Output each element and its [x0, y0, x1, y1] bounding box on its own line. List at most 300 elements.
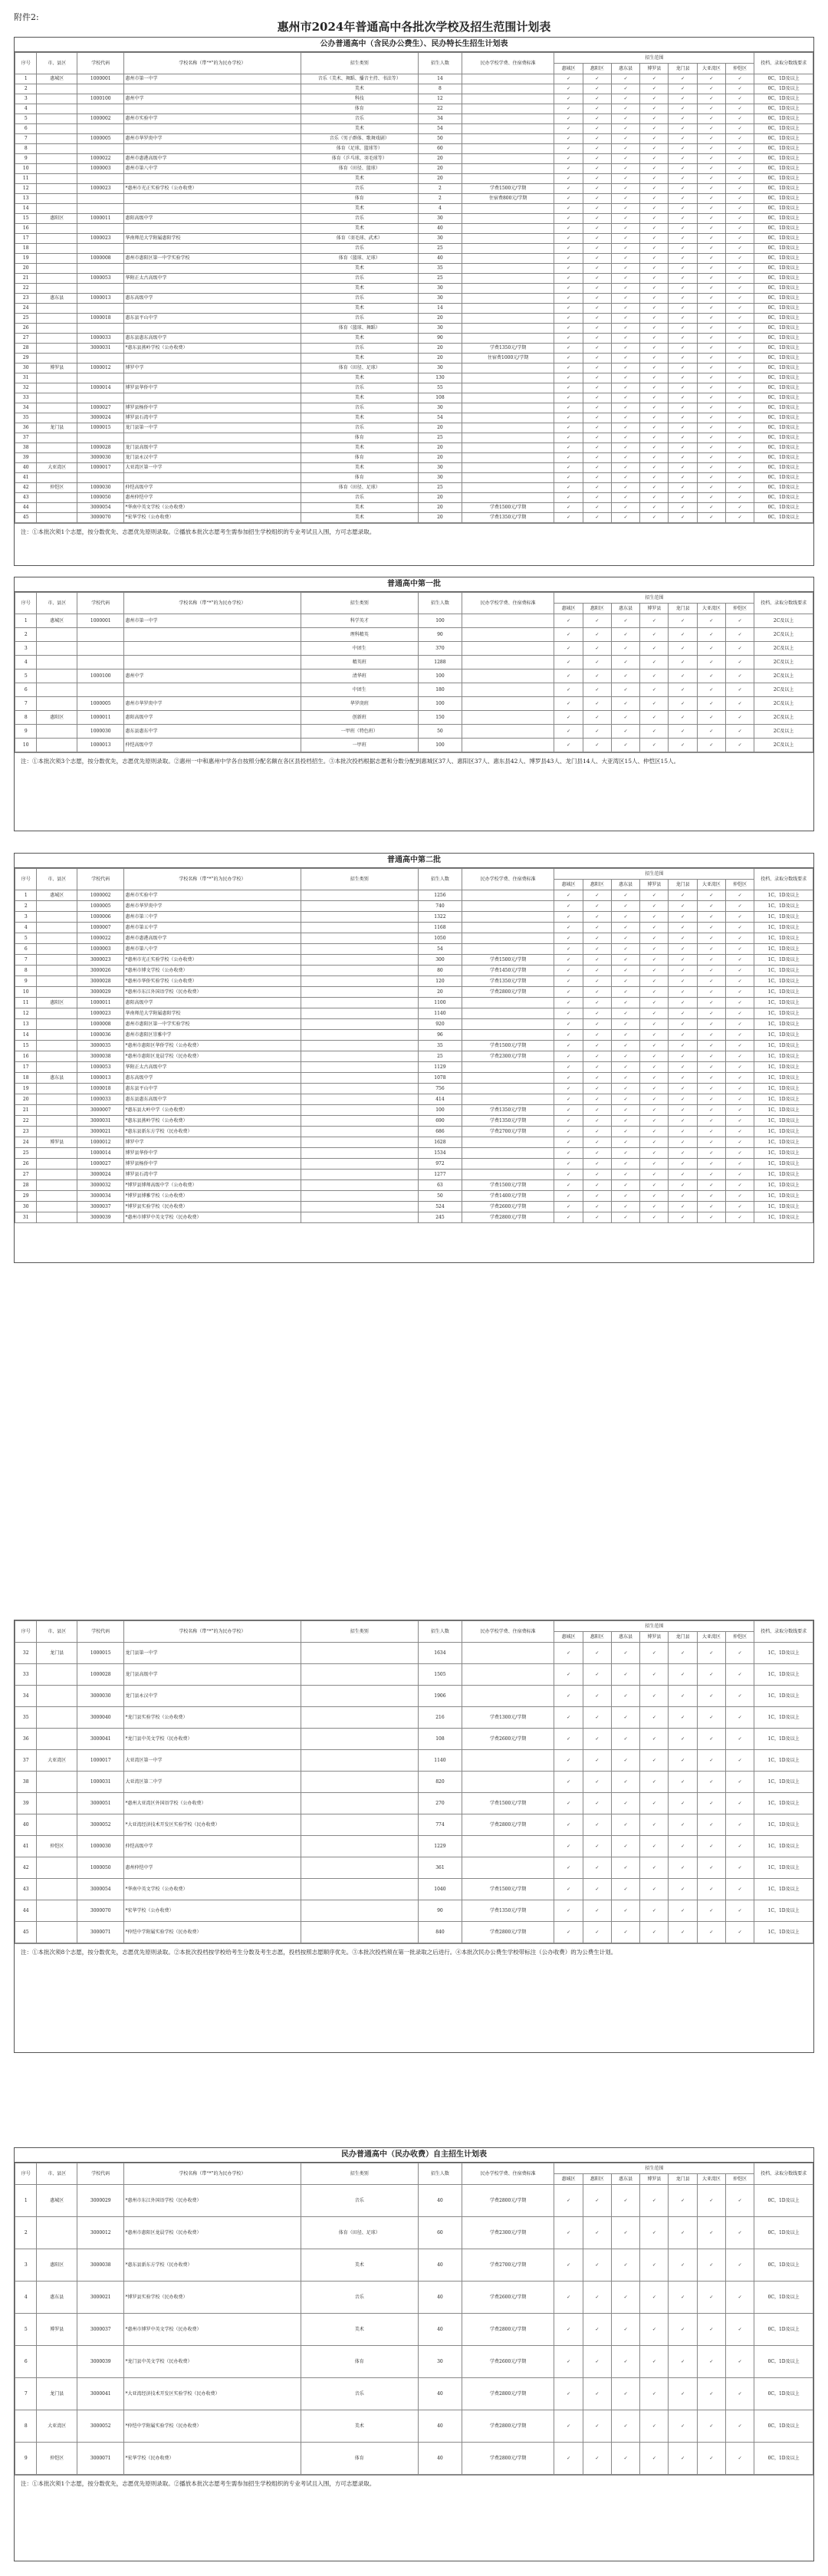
scope-check: ✓: [725, 1772, 754, 1793]
scope-check: ✓: [669, 184, 697, 194]
scope-check: ✓: [554, 393, 583, 403]
scope-check: ✓: [640, 284, 669, 294]
scope-check: ✓: [611, 901, 639, 912]
row-code: 1000002: [77, 114, 124, 124]
row-category: 音乐: [301, 294, 418, 304]
scope-check: ✓: [697, 294, 725, 304]
row-plan: 414: [418, 1094, 462, 1105]
row-district: [37, 383, 77, 393]
row-grade: 0C，1D及以上: [754, 354, 813, 364]
scope-check: ✓: [697, 234, 725, 244]
scope-check: ✓: [697, 324, 725, 334]
scope-check: ✓: [697, 383, 725, 393]
row-school: [124, 473, 301, 483]
row-seq: 28: [15, 1180, 37, 1191]
row-district: [37, 1180, 77, 1191]
scope-check: ✓: [640, 1686, 669, 1707]
scope-check: ✓: [640, 890, 669, 901]
row-fee: [462, 383, 554, 393]
scope-check: ✓: [611, 364, 639, 373]
row-school: 惠州市第八中学: [124, 164, 301, 174]
row-seq: 32: [15, 383, 37, 393]
row-grade: 1C，1D及以上: [754, 890, 813, 901]
scope-check: ✓: [554, 154, 583, 164]
scope-check: ✓: [697, 2443, 725, 2475]
scope-check: ✓: [640, 344, 669, 354]
scope-check: ✓: [640, 1879, 669, 1900]
scope-check: ✓: [669, 254, 697, 264]
row-fee: [462, 1643, 554, 1664]
row-district: 惠东县: [37, 2282, 77, 2314]
scope-check: ✓: [697, 1073, 725, 1084]
table-row: [15, 1148, 813, 1159]
scope-check: ✓: [669, 334, 697, 344]
col-header-grade: 投档、录取分数线要求: [754, 2163, 813, 2185]
scope-check: ✓: [611, 1127, 639, 1137]
row-fee: [462, 463, 554, 473]
scope-check: ✓: [697, 697, 725, 711]
row-plan: 1277: [418, 1170, 462, 1180]
col-header-fee: 民办学校学费、住宿费标准: [462, 2163, 554, 2185]
scope-check: ✓: [611, 423, 639, 433]
row-grade: 1C，1D及以上: [754, 933, 813, 944]
row-plan: 1628: [418, 1137, 462, 1148]
row-code: 1000023: [77, 184, 124, 194]
row-code: 1000001: [77, 74, 124, 84]
row-code: 1000011: [77, 711, 124, 725]
scope-check: ✓: [554, 383, 583, 393]
scope-check: ✓: [725, 944, 754, 955]
row-district: [37, 1814, 77, 1836]
scope-check: ✓: [640, 1793, 669, 1814]
row-category: 美术: [301, 224, 418, 234]
scope-check: ✓: [669, 1127, 697, 1137]
scope-check: ✓: [640, 669, 669, 683]
row-district: [37, 1127, 77, 1137]
row-district: [37, 656, 77, 669]
col-header-region: 惠阳区: [583, 64, 611, 74]
row-plan: 54: [418, 413, 462, 423]
scope-check: ✓: [669, 2249, 697, 2282]
scope-check: ✓: [554, 1084, 583, 1094]
scope-check: ✓: [583, 324, 611, 334]
scope-check: ✓: [583, 234, 611, 244]
scope-check: ✓: [725, 473, 754, 483]
scope-check: ✓: [669, 224, 697, 234]
scope-check: ✓: [583, 364, 611, 373]
scope-check: ✓: [583, 284, 611, 294]
row-code: 1000015: [77, 423, 124, 433]
row-plan: 96: [418, 1030, 462, 1041]
row-school: [124, 284, 301, 294]
row-plan: 30: [418, 284, 462, 294]
row-category: 精英班: [301, 656, 418, 669]
row-code: [77, 656, 124, 669]
scope-check: ✓: [611, 94, 639, 104]
row-grade: 1C，1D及以上: [754, 1030, 813, 1041]
scope-check: ✓: [697, 284, 725, 294]
row-category: 清华班: [301, 669, 418, 683]
row-district: 龙门县: [37, 423, 77, 433]
scope-check: ✓: [669, 933, 697, 944]
row-category: [301, 1772, 418, 1793]
scope-check: ✓: [583, 1922, 611, 1943]
row-seq: 29: [15, 1191, 37, 1202]
scope-check: ✓: [697, 513, 725, 523]
row-category: 体育: [301, 2346, 418, 2378]
scope-check: ✓: [725, 1148, 754, 1159]
scope-check: ✓: [611, 2410, 639, 2443]
table-row: [15, 739, 813, 752]
scope-check: ✓: [697, 334, 725, 344]
row-plan: 690: [418, 1116, 462, 1127]
col-header-region: 惠东县: [611, 64, 639, 74]
scope-check: ✓: [640, 725, 669, 739]
row-code: [77, 628, 124, 642]
scope-check: ✓: [554, 966, 583, 976]
scope-check: ✓: [583, 1814, 611, 1836]
row-grade: 0C，1D及以上: [754, 503, 813, 513]
row-code: 1000008: [77, 254, 124, 264]
scope-check: ✓: [583, 164, 611, 174]
row-plan: 20: [418, 164, 462, 174]
scope-check: ✓: [697, 1008, 725, 1019]
scope-check: ✓: [725, 1159, 754, 1170]
row-category: [301, 1073, 418, 1084]
scope-check: ✓: [611, 1019, 639, 1030]
scope-check: ✓: [669, 966, 697, 976]
row-grade: 1C，1D及以上: [754, 1073, 813, 1084]
row-grade: 1C，1D及以上: [754, 1084, 813, 1094]
scope-check: ✓: [725, 334, 754, 344]
scope-check: ✓: [583, 274, 611, 284]
scope-check: ✓: [725, 284, 754, 294]
row-seq: 44: [15, 1900, 37, 1922]
row-plan: 30: [418, 234, 462, 244]
scope-check: ✓: [640, 683, 669, 697]
row-seq: 41: [15, 1836, 37, 1857]
row-grade: 1C，1D及以上: [754, 987, 813, 998]
scope-check: ✓: [669, 403, 697, 413]
row-code: [77, 393, 124, 403]
row-plan: 300: [418, 955, 462, 966]
row-fee: [462, 314, 554, 324]
table-row: [15, 1137, 813, 1148]
row-school: [124, 204, 301, 214]
scope-check: ✓: [554, 94, 583, 104]
row-category: 创新班: [301, 711, 418, 725]
scope-check: ✓: [669, 154, 697, 164]
scope-check: ✓: [640, 354, 669, 364]
row-fee: [462, 923, 554, 933]
row-school: 惠州市华罗庚中学: [124, 134, 301, 144]
scope-check: ✓: [611, 2249, 639, 2282]
scope-check: ✓: [697, 976, 725, 987]
scope-check: ✓: [640, 1170, 669, 1180]
row-grade: 2C及以上: [754, 697, 813, 711]
row-school: *宏华学校（公办收费）: [124, 513, 301, 523]
row-seq: 6: [15, 683, 37, 697]
scope-check: ✓: [669, 2217, 697, 2249]
row-fee: 学费1500元/学期: [462, 1180, 554, 1191]
col-header-district: 市、县区: [37, 53, 77, 74]
row-fee: [462, 154, 554, 164]
row-school: *博罗县博师高级中学（公办收费）: [124, 1180, 301, 1191]
row-grade: 1C，1D及以上: [754, 1729, 813, 1750]
row-school: 惠东高级中学: [124, 294, 301, 304]
row-category: 音乐（男子群体、歌舞戏剧）: [301, 134, 418, 144]
table-row: [15, 1664, 813, 1686]
scope-check: ✓: [583, 1212, 611, 1223]
scope-check: ✓: [697, 1148, 725, 1159]
row-school: *龙门县中英文学校（民办收费）: [124, 1729, 301, 1750]
table-row: [15, 134, 813, 144]
row-plan: 1322: [418, 912, 462, 923]
scope-check: ✓: [611, 1073, 639, 1084]
scope-check: ✓: [554, 628, 583, 642]
scope-check: ✓: [725, 697, 754, 711]
col-header-region: 惠阳区: [583, 880, 611, 890]
row-district: [37, 1019, 77, 1030]
scope-check: ✓: [583, 1137, 611, 1148]
row-plan: 2: [418, 194, 462, 204]
scope-check: ✓: [725, 1051, 754, 1062]
row-category: 音乐: [301, 114, 418, 124]
scope-check: ✓: [725, 1105, 754, 1116]
row-school: 博罗县华侨中学: [124, 383, 301, 393]
col-header-scope: 招生范围: [554, 2163, 754, 2174]
scope-check: ✓: [554, 1772, 583, 1793]
scope-check: ✓: [611, 503, 639, 513]
row-seq: 1: [15, 2185, 37, 2217]
scope-check: ✓: [697, 373, 725, 383]
row-fee: [462, 1170, 554, 1180]
row-code: [77, 174, 124, 184]
scope-check: ✓: [725, 2346, 754, 2378]
row-plan: 90: [418, 334, 462, 344]
scope-check: ✓: [697, 1857, 725, 1879]
row-plan: 20: [418, 344, 462, 354]
row-fee: [462, 144, 554, 154]
row-seq: 5: [15, 669, 37, 683]
scope-check: ✓: [554, 2185, 583, 2217]
table-row: [15, 1772, 813, 1793]
scope-check: ✓: [611, 334, 639, 344]
scope-check: ✓: [583, 1664, 611, 1686]
table-row: [15, 1793, 813, 1814]
scope-check: ✓: [554, 334, 583, 344]
scope-check: ✓: [611, 354, 639, 364]
scope-check: ✓: [669, 284, 697, 294]
scope-check: ✓: [697, 503, 725, 513]
row-fee: [462, 423, 554, 433]
scope-check: ✓: [725, 1857, 754, 1879]
row-category: [301, 933, 418, 944]
row-grade: 0C，1D及以上: [754, 2346, 813, 2378]
col-header-region: 大亚湾区: [697, 604, 725, 614]
col-header-grade: 投档、录取分数线要求: [754, 869, 813, 890]
row-category: 美术: [301, 354, 418, 364]
section-title: 普通高中第一批: [15, 577, 813, 592]
row-district: [37, 1062, 77, 1073]
row-category: [301, 1814, 418, 1836]
row-fee: [462, 697, 554, 711]
table-row: [15, 164, 813, 174]
row-grade: 1C，1D及以上: [754, 1159, 813, 1170]
scope-check: ✓: [725, 443, 754, 453]
row-category: 理科精英: [301, 628, 418, 642]
row-seq: 14: [15, 1030, 37, 1041]
scope-check: ✓: [640, 1212, 669, 1223]
table-row: [15, 493, 813, 503]
row-school: *惠州市华侨实验学校（公办收费）: [124, 976, 301, 987]
row-plan: 972: [418, 1159, 462, 1170]
scope-check: ✓: [554, 642, 583, 656]
table-row: [15, 890, 813, 901]
scope-check: ✓: [697, 354, 725, 364]
row-seq: 8: [15, 2410, 37, 2443]
scope-check: ✓: [554, 2378, 583, 2410]
row-school: *华南中英文学校（公办收费）: [124, 1879, 301, 1900]
row-seq: 24: [15, 1137, 37, 1148]
row-fee: 学费2600元/学期: [462, 2346, 554, 2378]
row-grade: 0C，1D及以上: [754, 104, 813, 114]
scope-check: ✓: [640, 998, 669, 1008]
row-seq: 21: [15, 1105, 37, 1116]
table-row: [15, 642, 813, 656]
col-header-seq: 序号: [15, 53, 37, 74]
row-plan: 12: [418, 94, 462, 104]
scope-check: ✓: [611, 473, 639, 483]
col-header-school: 学校名称（带“*”的为民办学校）: [124, 869, 301, 890]
scope-check: ✓: [640, 1019, 669, 1030]
scope-check: ✓: [725, 890, 754, 901]
row-seq: 9: [15, 2443, 37, 2475]
table-row: [15, 966, 813, 976]
scope-check: ✓: [669, 669, 697, 683]
row-plan: 50: [418, 725, 462, 739]
row-plan: 20: [418, 154, 462, 164]
row-grade: 0C，1D及以上: [754, 164, 813, 174]
row-code: 3000037: [77, 1202, 124, 1212]
row-plan: 4: [418, 204, 462, 214]
row-plan: 14: [418, 74, 462, 84]
scope-check: ✓: [725, 254, 754, 264]
row-seq: 30: [15, 1202, 37, 1212]
table-row: [15, 955, 813, 966]
row-fee: 住宿费800元/学期: [462, 194, 554, 204]
row-category: [301, 1707, 418, 1729]
scope-check: ✓: [583, 2217, 611, 2249]
row-district: 大亚湾区: [37, 2410, 77, 2443]
row-code: 3000034: [77, 1191, 124, 1202]
row-code: 1000014: [77, 1148, 124, 1159]
col-header-fee: 民办学校学费、住宿费标准: [462, 53, 554, 74]
col-header-region: 龙门县: [669, 2174, 697, 2185]
row-district: [37, 403, 77, 413]
row-seq: 6: [15, 944, 37, 955]
scope-check: ✓: [554, 1212, 583, 1223]
scope-check: ✓: [697, 114, 725, 124]
row-seq: 7: [15, 697, 37, 711]
scope-check: ✓: [611, 324, 639, 334]
scope-check: ✓: [554, 344, 583, 354]
row-grade: 0C，1D及以上: [754, 74, 813, 84]
scope-check: ✓: [583, 124, 611, 134]
row-grade: 1C，1D及以上: [754, 1857, 813, 1879]
row-grade: 0C，1D及以上: [754, 274, 813, 284]
row-district: [37, 503, 77, 513]
row-district: [37, 274, 77, 284]
scope-check: ✓: [725, 373, 754, 383]
row-code: 3000052: [77, 1814, 124, 1836]
row-category: 美术: [301, 373, 418, 383]
row-plan: 270: [418, 1793, 462, 1814]
row-school: 大亚湾区第一中学: [124, 1750, 301, 1772]
scope-check: ✓: [611, 1062, 639, 1073]
scope-check: ✓: [640, 1105, 669, 1116]
scope-check: ✓: [583, 314, 611, 324]
scope-check: ✓: [640, 944, 669, 955]
scope-check: ✓: [697, 2185, 725, 2217]
col-header-region: 仲恺区: [725, 64, 754, 74]
row-district: 惠城区: [37, 614, 77, 628]
row-district: [37, 697, 77, 711]
scope-check: ✓: [583, 1180, 611, 1191]
row-seq: 32: [15, 1643, 37, 1664]
scope-check: ✓: [554, 1051, 583, 1062]
row-code: 3000021: [77, 2282, 124, 2314]
row-school: 惠州市华罗庚中学: [124, 697, 301, 711]
row-plan: 40: [418, 2378, 462, 2410]
scope-check: ✓: [697, 1127, 725, 1137]
scope-check: ✓: [669, 1772, 697, 1793]
row-code: 1000002: [77, 890, 124, 901]
row-category: [301, 1664, 418, 1686]
table-row: [15, 1212, 813, 1223]
row-grade: 0C，1D及以上: [754, 2249, 813, 2282]
row-grade: 0C，1D及以上: [754, 364, 813, 373]
scope-check: ✓: [669, 1707, 697, 1729]
table-row: [15, 74, 813, 84]
row-category: 一甲班（特色班）: [301, 725, 418, 739]
table-row: [15, 1707, 813, 1729]
row-seq: 26: [15, 1159, 37, 1170]
row-plan: 774: [418, 1814, 462, 1836]
row-seq: 19: [15, 254, 37, 264]
col-header-district: 市、县区: [37, 1621, 77, 1643]
row-school: *惠州市博罗中英文学校（民办收费）: [124, 2314, 301, 2346]
row-school: *惠州市惠阳区龙晨学校（民办收费）: [124, 1051, 301, 1062]
row-seq: 8: [15, 144, 37, 154]
scope-check: ✓: [611, 1729, 639, 1750]
row-plan: 63: [418, 1180, 462, 1191]
row-grade: 1C，1D及以上: [754, 1170, 813, 1180]
scope-check: ✓: [669, 274, 697, 284]
scope-check: ✓: [725, 164, 754, 174]
scope-check: ✓: [640, 224, 669, 234]
row-code: [77, 473, 124, 483]
scope-check: ✓: [554, 1170, 583, 1180]
scope-check: ✓: [725, 224, 754, 234]
row-category: 音乐: [301, 344, 418, 354]
row-fee: [462, 403, 554, 413]
row-plan: 30: [418, 364, 462, 373]
table-row: [15, 2217, 813, 2249]
scope-check: ✓: [583, 254, 611, 264]
scope-check: ✓: [611, 2314, 639, 2346]
row-school: *惠州市惠阳区华侨学校（公办收费）: [124, 1041, 301, 1051]
